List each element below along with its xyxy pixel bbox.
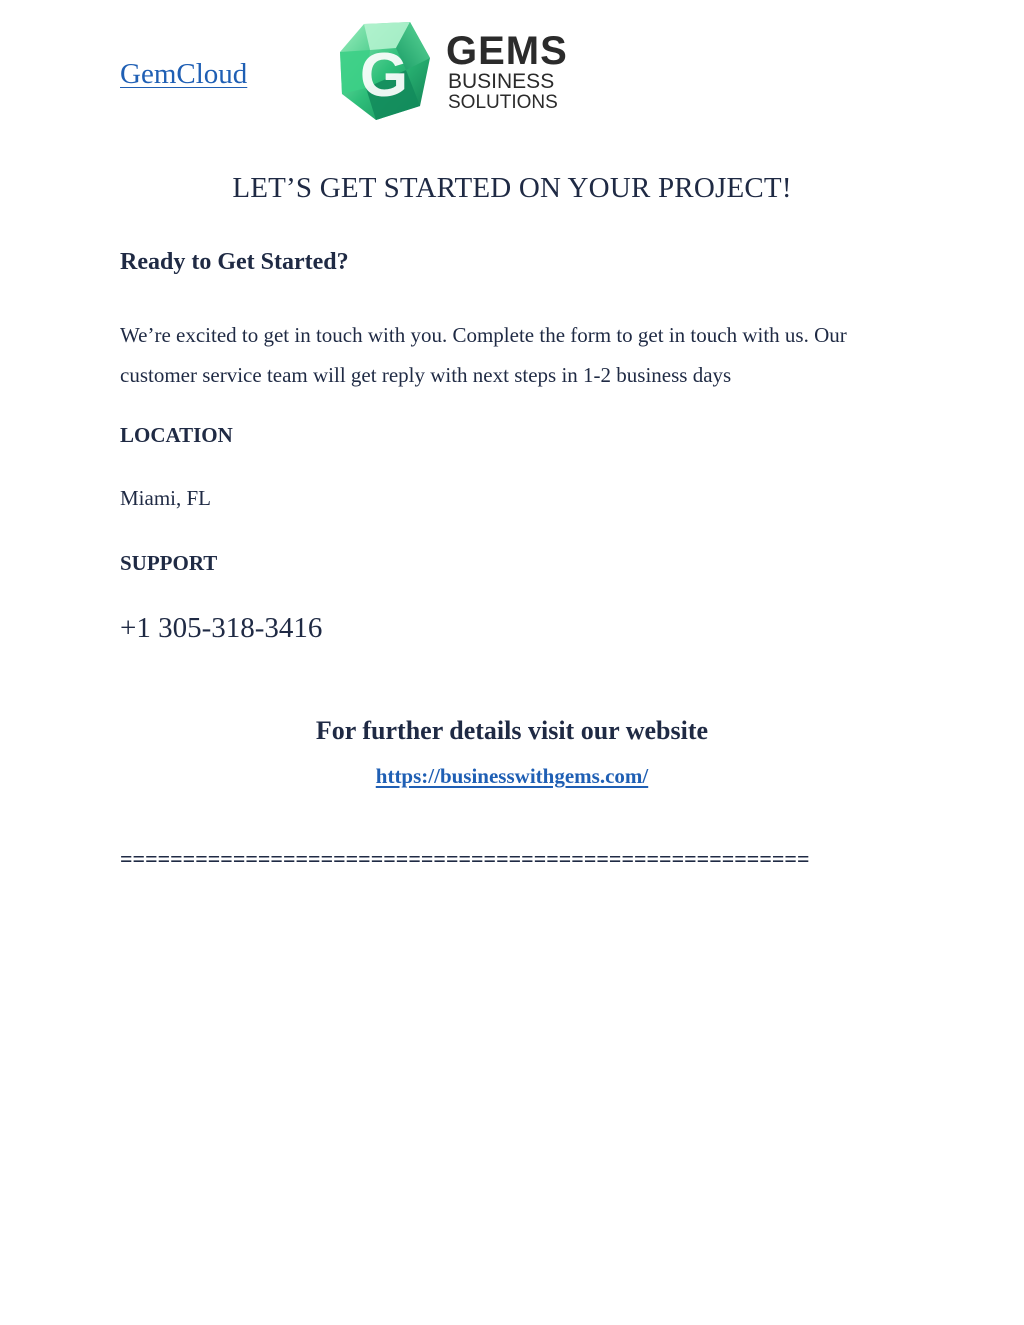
gem-logo-icon [336,18,576,128]
logo-line-gems: GEMS [446,29,568,73]
gems-business-solutions-logo [336,18,576,128]
intro-paragraph: We’re excited to get in touch with you. Complete the form to get in touch with us. Our customer service team will get reply with next steps in 1-2 business days [120,323,847,387]
website-heading: For further details visit our website [315,716,709,745]
gemcloud-link[interactable]: GemCloud [120,58,248,90]
logo-line-business: BUSINESS [448,70,555,93]
location-label: LOCATION [120,423,233,447]
separator-line: ======================================================= [120,846,810,871]
support-label: SUPPORT [120,551,218,575]
page-title: LET’S GET STARTED ON YOUR PROJECT! [232,172,792,204]
ready-subheading: Ready to Get Started? [120,249,349,275]
logo-line-solutions: SOLUTIONS [448,92,558,113]
website-link[interactable]: https://businesswithgems.com/ [375,764,649,788]
location-value: Miami, FL [120,486,212,510]
logo-mark-letter: G [359,41,409,110]
support-phone: +1 305-318-3416 [120,612,323,644]
website-link-row [0,764,1024,789]
